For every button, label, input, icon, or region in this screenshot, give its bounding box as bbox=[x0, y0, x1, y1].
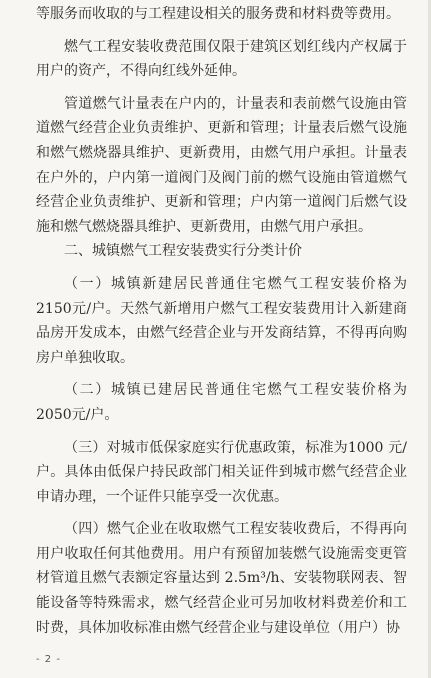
paragraph-item-1: （一）城镇新建居民普通住宅燃气工程安装价格为 2150元/户。天然气新增用户燃气工程安装费用计入新建商品房开发成本，由燃气经营企业与开发商结算，不得再向购房户单独收取。 bbox=[36, 275, 407, 366]
paragraph-scope: 燃气工程安装收费范围仅限于建筑区划红线内产权属于用户的资产，不得向红线外延伸。 bbox=[36, 38, 407, 80]
paragraph-continuation: 等服务而收取的与工程建设相关的服务费和材料费等费用。 bbox=[36, 6, 400, 22]
paragraph-item-4: （四）燃气企业在收取燃气工程安装收费后，不得再向用户收取任何其他费用。用户有预留加装燃气设施需变更管材管道且燃气表额定容量达到 2.5m³/h、安装物联网表、智能设备等特殊需求，燃气经营企业可另加收材料费差价和工时费，具体加收标准由燃气经营企业与建设单位（用户）协 bbox=[36, 521, 407, 636]
paragraph-item-3: （三）对城市低保家庭实行优惠政策，标准为1000 元/户。具体由低保户持民政部门相关证件到城市燃气经营企业申请办理，一个证件只能享受一次优惠。 bbox=[36, 439, 407, 505]
page-body bbox=[36, 0, 407, 640]
section-heading: 二、城镇燃气工程安装费实行分类计价 bbox=[64, 243, 302, 260]
paragraph-meter-maintenance: 管道燃气计量表在户内的，计量表和表前燃气设施由管道燃气经营企业负责维护、更新和管理；计量表后燃气设施和燃气燃烧器具维护、更新费用，由燃气用户承担。计量表在户外的，户内第一道阀门及阀门前的燃气设施由管道燃气经营企业负责维护、更新和管理；户内第一道阀门后燃气设施和燃气燃烧器具维护、更新费用，由燃气用户承担。 bbox=[36, 95, 407, 235]
paragraph-item-2: （二）城镇已建居民普通住宅燃气工程安装价格为 2050元/户。 bbox=[36, 382, 407, 423]
page-number: - 2 - bbox=[36, 654, 61, 665]
